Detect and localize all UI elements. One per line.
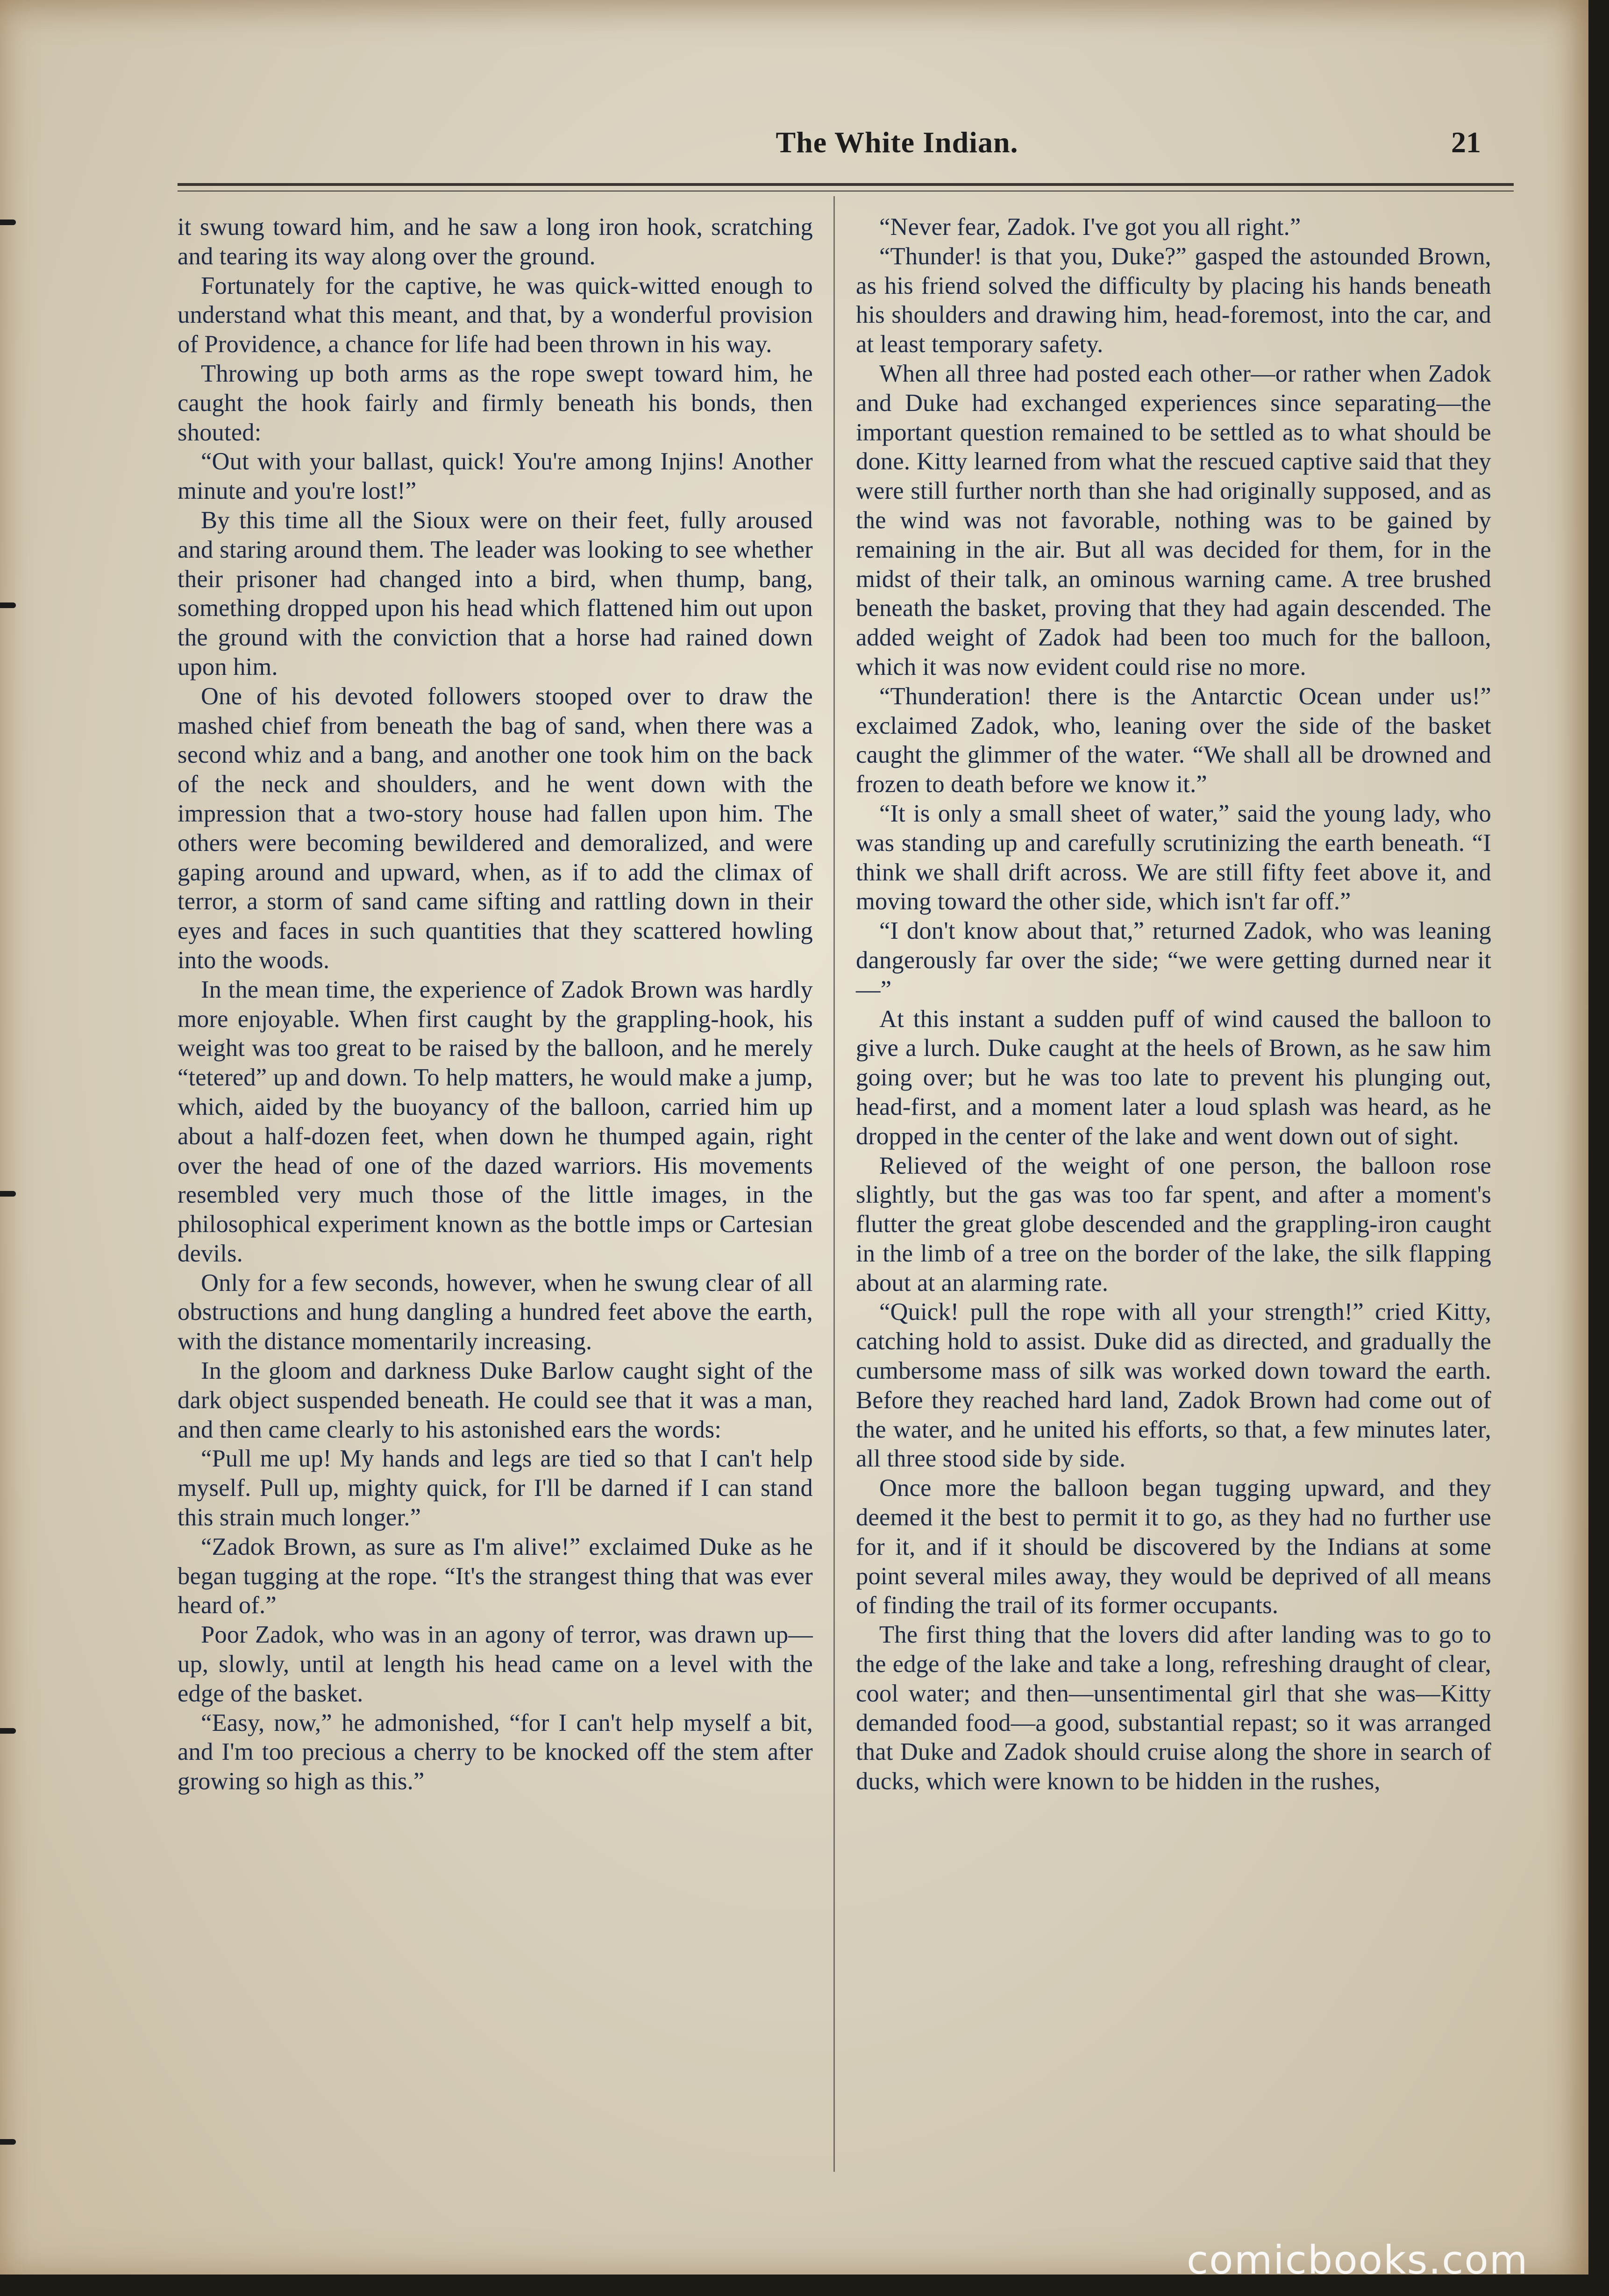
right-column [856,213,1491,2174]
paragraph: “It is only a small sheet of water,” said the young lady, who was standing up and carefully scrutinizing the earth beneath. “I think we shall drift across. We are still fifty feet above it, and moving toward the other side, which isn't far off.” [856,800,1491,915]
left-column [178,213,813,2174]
paragraph: Only for a few seconds, however, when he swung clear of all obstructions and hung dangling a hundred feet above the earth, with the distance momentarily increasing. [178,1269,813,1355]
header-rule [178,183,1514,191]
paragraph: “Quick! pull the rope with all your strength!” cried Kitty, catching hold to assist. Duke did as directed, and gradually the cumbersome mass of silk was worked down toward the earth. Before they reached hard land, Zadok Brown had come out of the water, and he united his efforts, so that, a few minutes later, all three stood side by side. [856,1298,1491,1473]
column-divider [833,196,835,2172]
paragraph: “Easy, now,” he admonished, “for I can't help myself a bit, and I'm too precious a cherry to be knocked off the stem after growing so high as this.” [178,1709,813,1795]
page-header [168,125,1490,177]
page-number: 21 [1451,126,1481,159]
paragraph: “Out with your ballast, quick! You're among Injins! Another minute and you're lost!” [178,448,813,505]
paragraph: “Thunder! is that you, Duke?” gasped the astounded Brown, as his friend solved the difficulty by placing his hands beneath his shoulders and drawing him, head-foremost, into the car, and at least temporary safety. [856,242,1491,358]
paragraph: Poor Zadok, who was in an agony of terror, was drawn up—up, slowly, until at length his head came on a level with the edge of the basket. [178,1621,813,1707]
paragraph: The first thing that the lovers did after landing was to go to the edge of the lake and take a long, refreshing draught of clear, cool water; and then—unsentimental girl that she was—Kitty demanded food—a good, substantial repast; so it was arranged that Duke and Zadok should cruise along the shore in search of ducks, which were known to be hidden in the rushes, [856,1621,1491,1795]
binding-stitch-mark [0,1191,16,1197]
paragraph: In the gloom and darkness Duke Barlow caught sight of the dark object suspended beneath. He could see that it was a man, and then came clearly to his astonished ears the words: [178,1357,813,1443]
paragraph: “Thunderation! there is the Antarctic Ocean under us!” exclaimed Zadok, who, leaning over the side of the basket caught the glimmer of the water. “We shall all be drowned and frozen to death before we know it.” [856,682,1491,798]
paragraph: When all three had posted each other—or rather when Zadok and Duke had exchanged experiences since separating—the important question remained to be settled as to what should be done. Kitty learned from what the rescued captive said that they were still further north than she had originally supposed, and as the wind was not favorable, nothing was to be gained by remaining in the air. But all was decided for them, for in the midst of their talk, an ominous warning came. A tree brushed beneath the basket, proving that they had again descended. The added weight of Zadok had been too much for the balloon, which it was now evident could rise no more. [856,360,1491,680]
paragraph: Relieved of the weight of one person, the balloon rose slightly, but the gas was too far spent, and after a moment's flutter the great globe descended and the grappling-iron caught in the limb of a tree on the border of the lake, the silk flapping about at an alarming rate. [856,1152,1491,1297]
paragraph: “Pull me up! My hands and legs are tied so that I can't help myself. Pull up, mighty quick, for I'll be darned if I can stand this strain much longer.” [178,1445,813,1531]
paragraph: “Never fear, Zadok. I've got you all right.” [879,213,1301,241]
paragraph: “I don't know about that,” returned Zadok, who was leaning dangerously far over the side; “we were getting durned near it—” [856,917,1491,1003]
binding-stitch-mark [0,2139,16,2145]
binding-stitch-mark [0,602,16,608]
paragraph: At this instant a sudden puff of wind caused the balloon to give a lurch. Duke caught at the heels of Brown, as he saw him going over; but he was too late to prevent his plunging out, head-first, and a moment later a loud splash was heard, as he dropped in the center of the lake and went down out of sight. [856,1005,1491,1150]
paragraph: By this time all the Sioux were on their feet, fully aroused and staring around them. The leader was looking to see whether their prisoner had changed into a bird, when thump, bang, something dropped upon his head which flattened him out upon the ground with the conviction that a horse had rained down upon him. [178,506,813,680]
binding-stitch-mark [0,220,16,225]
scan-edge-right [1588,0,1609,2296]
paragraph: it swung toward him, and he saw a long iron hook, scratching and tearing its way along over the ground. [178,213,813,270]
paragraph: Once more the balloon began tugging upward, and they deemed it the best to permit it to go, as they had no further use for it, and if it should be discovered by the Indians at some point several miles away, they would be deprived of all means of finding the trail of its former occupants. [856,1474,1491,1619]
paragraph: In the mean time, the experience of Zadok Brown was hardly more enjoyable. When first caught by the grappling-hook, his weight was too great to be raised by the balloon, and he merely “tetered” up and down. To help matters, he would make a jump, which, aided by the buoyancy of the balloon, carried him up about a half-dozen feet, when down he thumped again, right over the head of one of the dazed warriors. His movements resembled very much those of the little images, in the philosophical experiment known as the bottle imps or Cartesian devils. [178,976,813,1267]
watermark: comicbooks.com [1187,2237,1529,2283]
paragraph: One of his devoted followers stooped over to draw the mashed chief from beneath the bag of sand, when there was a second whiz and a bang, and another one took him on the back of the neck and shoulders, and he went down with the impression that a two-story house had fallen upon him. The others were becoming bewildered and demoralized, and were gaping around and upward, when, as if to add the climax of terror, a storm of sand came sifting and rattling down in their eyes and faces in such quantities that they scattered howling into the woods. [178,682,813,974]
paragraph: Fortunately for the captive, he was quick-witted enough to understand what this meant, and that, by a wonderful provision of Providence, a chance for life had been thrown in his way. [178,272,813,358]
paragraph: “Zadok Brown, as sure as I'm alive!” exclaimed Duke as he began tugging at the rope. “It's the strangest thing that was ever heard of.” [178,1533,813,1619]
binding-stitch-mark [0,1728,16,1734]
paragraph: Throwing up both arms as the rope swept toward him, he caught the hook fairly and firmly beneath his bonds, then shouted: [178,360,813,446]
running-title: The White Indian. [776,126,1018,159]
